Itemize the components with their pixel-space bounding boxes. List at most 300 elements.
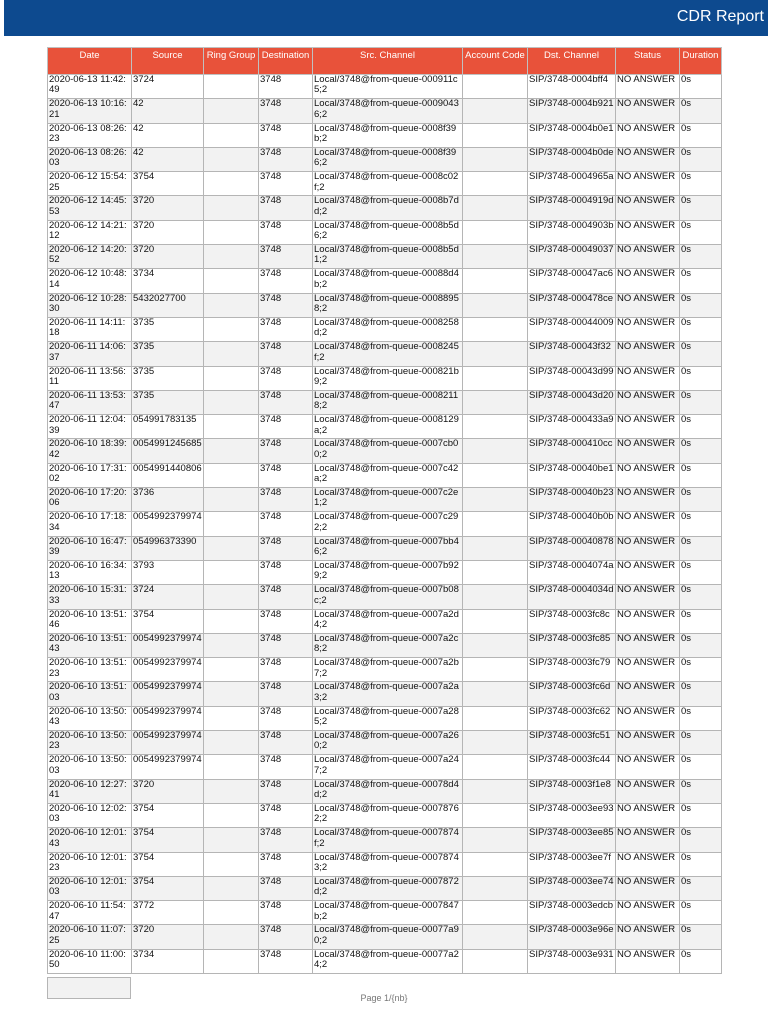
cell-dst-channel: SIP/3748-00040b23 (528, 488, 616, 512)
cell-date: 2020-06-13 10:16:21 (48, 99, 132, 123)
table-row (48, 512, 722, 536)
cell-source: 0054992379974 (132, 682, 204, 706)
cell-destination: 3748 (259, 245, 313, 269)
cell-destination: 3748 (259, 439, 313, 463)
cell-date: 2020-06-10 11:00:50 (48, 949, 132, 973)
cell-duration: 0s (680, 342, 722, 366)
table-row (48, 245, 722, 269)
cell-date: 2020-06-10 12:02:03 (48, 803, 132, 827)
cell-source: 3754 (132, 876, 204, 900)
cell-source: 3735 (132, 366, 204, 390)
table-row (48, 220, 722, 244)
cell-status: NO ANSWER (616, 949, 680, 973)
cell-ring-group (204, 415, 259, 439)
cell-src-channel: Local/3748@from-queue-00077a24;2 (313, 949, 463, 973)
cell-duration: 0s (680, 803, 722, 827)
cell-duration: 0s (680, 633, 722, 657)
cell-dst-channel: SIP/3748-00040b0b (528, 512, 616, 536)
cell-src-channel: Local/3748@from-queue-0008b5d1;2 (313, 245, 463, 269)
cell-account-code (463, 560, 528, 584)
column-header-date: Date (48, 48, 132, 75)
cell-source: 42 (132, 147, 204, 171)
cell-account-code (463, 755, 528, 779)
cell-dst-channel: SIP/3748-0003fc62 (528, 706, 616, 730)
cell-source: 3754 (132, 172, 204, 196)
cell-account-code (463, 949, 528, 973)
cell-src-channel: Local/3748@from-queue-0007a2a3;2 (313, 682, 463, 706)
cell-duration: 0s (680, 317, 722, 341)
cell-src-channel: Local/3748@from-queue-0008129a;2 (313, 415, 463, 439)
cell-destination: 3748 (259, 949, 313, 973)
cell-duration: 0s (680, 172, 722, 196)
cell-date: 2020-06-10 13:51:46 (48, 609, 132, 633)
cell-duration: 0s (680, 99, 722, 123)
cell-status: NO ANSWER (616, 415, 680, 439)
cell-duration: 0s (680, 876, 722, 900)
column-header-src-channel: Src. Channel (313, 48, 463, 75)
cell-duration: 0s (680, 536, 722, 560)
cell-duration: 0s (680, 682, 722, 706)
cell-dst-channel: SIP/3748-00043f32 (528, 342, 616, 366)
cell-src-channel: Local/3748@from-queue-0007a2d4;2 (313, 609, 463, 633)
cell-source: 3754 (132, 852, 204, 876)
cell-ring-group (204, 317, 259, 341)
cell-dst-channel: SIP/3748-0003fc79 (528, 658, 616, 682)
cell-src-channel: Local/3748@from-queue-0007c2e1;2 (313, 488, 463, 512)
cell-src-channel: Local/3748@from-queue-0007c42a;2 (313, 463, 463, 487)
cell-status: NO ANSWER (616, 609, 680, 633)
cell-ring-group (204, 147, 259, 171)
cell-date: 2020-06-12 14:20:52 (48, 245, 132, 269)
cell-dst-channel: SIP/3748-0003ee7f (528, 852, 616, 876)
column-header-dst-channel: Dst. Channel (528, 48, 616, 75)
cell-destination: 3748 (259, 390, 313, 414)
cell-duration: 0s (680, 706, 722, 730)
table-row (48, 342, 722, 366)
table-row (48, 99, 722, 123)
cell-src-channel: Local/3748@from-queue-00078d4d;2 (313, 779, 463, 803)
cell-dst-channel: SIP/3748-0003ee74 (528, 876, 616, 900)
cell-account-code (463, 828, 528, 852)
cell-date: 2020-06-10 12:01:23 (48, 852, 132, 876)
cell-src-channel: Local/3748@from-queue-0007b08c;2 (313, 585, 463, 609)
report-header-bar (4, 0, 768, 36)
cell-src-channel: Local/3748@from-queue-00082118;2 (313, 390, 463, 414)
cell-dst-channel: SIP/3748-0004074a (528, 560, 616, 584)
table-row (48, 585, 722, 609)
cell-duration: 0s (680, 828, 722, 852)
cell-duration: 0s (680, 269, 722, 293)
cell-duration: 0s (680, 731, 722, 755)
cell-destination: 3748 (259, 415, 313, 439)
cell-dst-channel: SIP/3748-0004919d (528, 196, 616, 220)
cell-src-channel: Local/3748@from-queue-0008258d;2 (313, 317, 463, 341)
cell-date: 2020-06-11 12:04:39 (48, 415, 132, 439)
cell-status: NO ANSWER (616, 585, 680, 609)
cell-destination: 3748 (259, 633, 313, 657)
table-row (48, 803, 722, 827)
cell-status: NO ANSWER (616, 293, 680, 317)
cell-status: NO ANSWER (616, 560, 680, 584)
cell-destination: 3748 (259, 560, 313, 584)
cell-destination: 3748 (259, 123, 313, 147)
cell-account-code (463, 512, 528, 536)
cell-duration: 0s (680, 779, 722, 803)
table-row (48, 390, 722, 414)
cell-destination: 3748 (259, 585, 313, 609)
cell-account-code (463, 803, 528, 827)
cell-duration: 0s (680, 755, 722, 779)
table-row (48, 439, 722, 463)
cell-duration: 0s (680, 245, 722, 269)
cell-status: NO ANSWER (616, 633, 680, 657)
cell-source: 0054992379974 (132, 658, 204, 682)
cell-status: NO ANSWER (616, 245, 680, 269)
cell-dst-channel: SIP/3748-0003ee85 (528, 828, 616, 852)
cell-source: 42 (132, 99, 204, 123)
cell-date: 2020-06-10 16:47:39 (48, 536, 132, 560)
cell-account-code (463, 390, 528, 414)
cell-source: 0054992379974 (132, 512, 204, 536)
cell-source: 3734 (132, 269, 204, 293)
cell-src-channel: Local/3748@from-queue-00077a90;2 (313, 925, 463, 949)
cell-status: NO ANSWER (616, 342, 680, 366)
cell-src-channel: Local/3748@from-queue-0008c02f;2 (313, 172, 463, 196)
cell-ring-group (204, 269, 259, 293)
table-row (48, 317, 722, 341)
cell-dst-channel: SIP/3748-00049037 (528, 245, 616, 269)
table-row (48, 488, 722, 512)
cell-status: NO ANSWER (616, 75, 680, 99)
cell-dst-channel: SIP/3748-0003fc8c (528, 609, 616, 633)
table-row (48, 658, 722, 682)
cell-dst-channel: SIP/3748-00040878 (528, 536, 616, 560)
cell-status: NO ANSWER (616, 925, 680, 949)
cell-status: NO ANSWER (616, 196, 680, 220)
cell-dst-channel: SIP/3748-00043d20 (528, 390, 616, 414)
cell-ring-group (204, 803, 259, 827)
cell-destination: 3748 (259, 512, 313, 536)
cell-destination: 3748 (259, 901, 313, 925)
cell-account-code (463, 585, 528, 609)
cell-status: NO ANSWER (616, 269, 680, 293)
cell-duration: 0s (680, 488, 722, 512)
cell-destination: 3748 (259, 609, 313, 633)
cdr-table (47, 47, 722, 974)
cell-duration: 0s (680, 925, 722, 949)
cell-ring-group (204, 99, 259, 123)
cell-duration: 0s (680, 147, 722, 171)
cell-date: 2020-06-10 13:51:43 (48, 633, 132, 657)
cell-date: 2020-06-12 15:54:25 (48, 172, 132, 196)
cell-duration: 0s (680, 196, 722, 220)
cell-ring-group (204, 949, 259, 973)
cell-src-channel: Local/3748@from-queue-0008245f;2 (313, 342, 463, 366)
cell-status: NO ANSWER (616, 512, 680, 536)
cell-dst-channel: SIP/3748-0004b0e1 (528, 123, 616, 147)
cell-ring-group (204, 390, 259, 414)
cell-account-code (463, 293, 528, 317)
cell-duration: 0s (680, 901, 722, 925)
cell-duration: 0s (680, 293, 722, 317)
table-row (48, 147, 722, 171)
table-body (48, 75, 722, 974)
cell-status: NO ANSWER (616, 803, 680, 827)
cell-date: 2020-06-10 12:01:43 (48, 828, 132, 852)
cell-date: 2020-06-10 17:18:34 (48, 512, 132, 536)
cell-destination: 3748 (259, 293, 313, 317)
cell-dst-channel: SIP/3748-00044009 (528, 317, 616, 341)
cell-status: NO ANSWER (616, 731, 680, 755)
cell-src-channel: Local/3748@from-queue-000821b9;2 (313, 366, 463, 390)
table-row (48, 293, 722, 317)
cell-src-channel: Local/3748@from-queue-0007a247;2 (313, 755, 463, 779)
cell-dst-channel: SIP/3748-0003edcb (528, 901, 616, 925)
cell-source: 3724 (132, 585, 204, 609)
cell-account-code (463, 731, 528, 755)
cell-status: NO ANSWER (616, 706, 680, 730)
cell-ring-group (204, 779, 259, 803)
cell-ring-group (204, 560, 259, 584)
cell-ring-group (204, 512, 259, 536)
cell-dst-channel: SIP/3748-00043d99 (528, 366, 616, 390)
cell-src-channel: Local/3748@from-queue-00078762;2 (313, 803, 463, 827)
cell-src-channel: Local/3748@from-queue-00078743;2 (313, 852, 463, 876)
table-row (48, 560, 722, 584)
cell-duration: 0s (680, 366, 722, 390)
cell-status: NO ANSWER (616, 536, 680, 560)
cell-src-channel: Local/3748@from-queue-0007847b;2 (313, 901, 463, 925)
table-row (48, 633, 722, 657)
cell-date: 2020-06-12 14:45:53 (48, 196, 132, 220)
cell-account-code (463, 196, 528, 220)
table-row (48, 172, 722, 196)
cell-source: 3735 (132, 390, 204, 414)
cell-ring-group (204, 75, 259, 99)
cell-dst-channel: SIP/3748-0003fc51 (528, 731, 616, 755)
cell-ring-group (204, 293, 259, 317)
table-row (48, 196, 722, 220)
cell-src-channel: Local/3748@from-queue-0007874f;2 (313, 828, 463, 852)
table-row (48, 536, 722, 560)
cell-dst-channel: SIP/3748-0004b0de (528, 147, 616, 171)
cell-date: 2020-06-11 14:06:37 (48, 342, 132, 366)
cell-ring-group (204, 196, 259, 220)
cell-source: 3735 (132, 342, 204, 366)
cell-source: 0054991440806 (132, 463, 204, 487)
cell-destination: 3748 (259, 536, 313, 560)
cell-destination: 3748 (259, 172, 313, 196)
cell-source: 3754 (132, 828, 204, 852)
cell-date: 2020-06-13 08:26:23 (48, 123, 132, 147)
cell-duration: 0s (680, 463, 722, 487)
cell-destination: 3748 (259, 925, 313, 949)
cell-src-channel: Local/3748@from-queue-0008f39b;2 (313, 123, 463, 147)
cell-dst-channel: SIP/3748-00040be1 (528, 463, 616, 487)
cell-destination: 3748 (259, 803, 313, 827)
cell-ring-group (204, 828, 259, 852)
column-header-duration: Duration (680, 48, 722, 75)
table-row (48, 755, 722, 779)
cell-ring-group (204, 925, 259, 949)
cell-account-code (463, 682, 528, 706)
cell-status: NO ANSWER (616, 488, 680, 512)
cell-date: 2020-06-10 13:50:03 (48, 755, 132, 779)
table-row (48, 779, 722, 803)
cell-source: 3793 (132, 560, 204, 584)
cell-ring-group (204, 172, 259, 196)
table-row (48, 731, 722, 755)
cell-status: NO ANSWER (616, 755, 680, 779)
cell-date: 2020-06-10 13:50:23 (48, 731, 132, 755)
cell-duration: 0s (680, 439, 722, 463)
cell-ring-group (204, 366, 259, 390)
cell-destination: 3748 (259, 731, 313, 755)
cell-destination: 3748 (259, 706, 313, 730)
cell-status: NO ANSWER (616, 172, 680, 196)
cell-dst-channel: SIP/3748-0003fc85 (528, 633, 616, 657)
cell-account-code (463, 99, 528, 123)
cell-date: 2020-06-12 14:21:12 (48, 220, 132, 244)
cell-source: 3736 (132, 488, 204, 512)
cell-account-code (463, 488, 528, 512)
cell-date: 2020-06-13 08:26:03 (48, 147, 132, 171)
cell-source: 3735 (132, 317, 204, 341)
cell-destination: 3748 (259, 342, 313, 366)
cell-account-code (463, 706, 528, 730)
cell-src-channel: Local/3748@from-queue-0007a2b7;2 (313, 658, 463, 682)
cell-source: 3724 (132, 75, 204, 99)
table-row (48, 901, 722, 925)
cell-status: NO ANSWER (616, 828, 680, 852)
cell-date: 2020-06-10 16:34:13 (48, 560, 132, 584)
cell-ring-group (204, 488, 259, 512)
cell-duration: 0s (680, 512, 722, 536)
cell-ring-group (204, 633, 259, 657)
cell-account-code (463, 876, 528, 900)
cell-source: 0054992379974 (132, 633, 204, 657)
cell-date: 2020-06-12 10:28:30 (48, 293, 132, 317)
cell-status: NO ANSWER (616, 123, 680, 147)
cell-source: 0054991245685 (132, 439, 204, 463)
cell-dst-channel: SIP/3748-0003e96e (528, 925, 616, 949)
cell-date: 2020-06-10 12:27:41 (48, 779, 132, 803)
cell-account-code (463, 123, 528, 147)
cell-destination: 3748 (259, 75, 313, 99)
cell-destination: 3748 (259, 196, 313, 220)
cell-destination: 3748 (259, 779, 313, 803)
cell-ring-group (204, 609, 259, 633)
cell-duration: 0s (680, 949, 722, 973)
cell-source: 3754 (132, 609, 204, 633)
cell-src-channel: Local/3748@from-queue-0008b7dd;2 (313, 196, 463, 220)
cell-src-channel: Local/3748@from-queue-0007c292;2 (313, 512, 463, 536)
column-header-source: Source (132, 48, 204, 75)
cell-dst-channel: SIP/3748-0004965a (528, 172, 616, 196)
cell-date: 2020-06-11 13:53:47 (48, 390, 132, 414)
cell-src-channel: Local/3748@from-queue-00088958;2 (313, 293, 463, 317)
cell-status: NO ANSWER (616, 901, 680, 925)
cell-status: NO ANSWER (616, 658, 680, 682)
cell-duration: 0s (680, 658, 722, 682)
cell-source: 3754 (132, 803, 204, 827)
cell-status: NO ANSWER (616, 220, 680, 244)
column-header-status: Status (616, 48, 680, 75)
cell-source: 054991783135 (132, 415, 204, 439)
cell-account-code (463, 317, 528, 341)
cell-dst-channel: SIP/3748-0004b921 (528, 99, 616, 123)
cell-destination: 3748 (259, 852, 313, 876)
cell-destination: 3748 (259, 99, 313, 123)
cell-destination: 3748 (259, 488, 313, 512)
cell-dst-channel: SIP/3748-0004034d (528, 585, 616, 609)
table-row (48, 828, 722, 852)
cell-account-code (463, 415, 528, 439)
cell-dst-channel: SIP/3748-00047ac6 (528, 269, 616, 293)
cell-src-channel: Local/3748@from-queue-0007cb00;2 (313, 439, 463, 463)
cell-duration: 0s (680, 585, 722, 609)
table-header-row (48, 48, 722, 75)
cell-date: 2020-06-10 13:50:43 (48, 706, 132, 730)
cell-account-code (463, 852, 528, 876)
cell-account-code (463, 439, 528, 463)
cell-src-channel: Local/3748@from-queue-0007a285;2 (313, 706, 463, 730)
cell-src-channel: Local/3748@from-queue-0008b5d6;2 (313, 220, 463, 244)
page-number: Page 1/{nb} (360, 993, 408, 1003)
cell-source: 3734 (132, 949, 204, 973)
cell-date: 2020-06-10 13:51:23 (48, 658, 132, 682)
table-row (48, 682, 722, 706)
table-row (48, 876, 722, 900)
table-row (48, 925, 722, 949)
cell-duration: 0s (680, 609, 722, 633)
cell-duration: 0s (680, 560, 722, 584)
cell-destination: 3748 (259, 147, 313, 171)
cell-account-code (463, 658, 528, 682)
table-row (48, 852, 722, 876)
cell-ring-group (204, 755, 259, 779)
cell-destination: 3748 (259, 317, 313, 341)
cell-source: 0054992379974 (132, 755, 204, 779)
cell-destination: 3748 (259, 876, 313, 900)
cell-ring-group (204, 439, 259, 463)
cell-status: NO ANSWER (616, 99, 680, 123)
cell-ring-group (204, 123, 259, 147)
cell-ring-group (204, 463, 259, 487)
cell-account-code (463, 245, 528, 269)
cell-account-code (463, 536, 528, 560)
table-row (48, 415, 722, 439)
cell-dst-channel: SIP/3748-000410cc (528, 439, 616, 463)
cell-ring-group (204, 536, 259, 560)
cell-ring-group (204, 876, 259, 900)
cell-status: NO ANSWER (616, 147, 680, 171)
cell-src-channel: Local/3748@from-queue-0008f396;2 (313, 147, 463, 171)
cell-duration: 0s (680, 220, 722, 244)
cell-status: NO ANSWER (616, 390, 680, 414)
cell-ring-group (204, 682, 259, 706)
report-title: CDR Report (676, 8, 764, 25)
table-row (48, 706, 722, 730)
cell-account-code (463, 220, 528, 244)
cell-source: 5432027700 (132, 293, 204, 317)
cell-account-code (463, 269, 528, 293)
table-row (48, 949, 722, 973)
cell-destination: 3748 (259, 755, 313, 779)
cell-destination: 3748 (259, 366, 313, 390)
cell-src-channel: Local/3748@from-queue-0007a2c8;2 (313, 633, 463, 657)
table-row (48, 123, 722, 147)
